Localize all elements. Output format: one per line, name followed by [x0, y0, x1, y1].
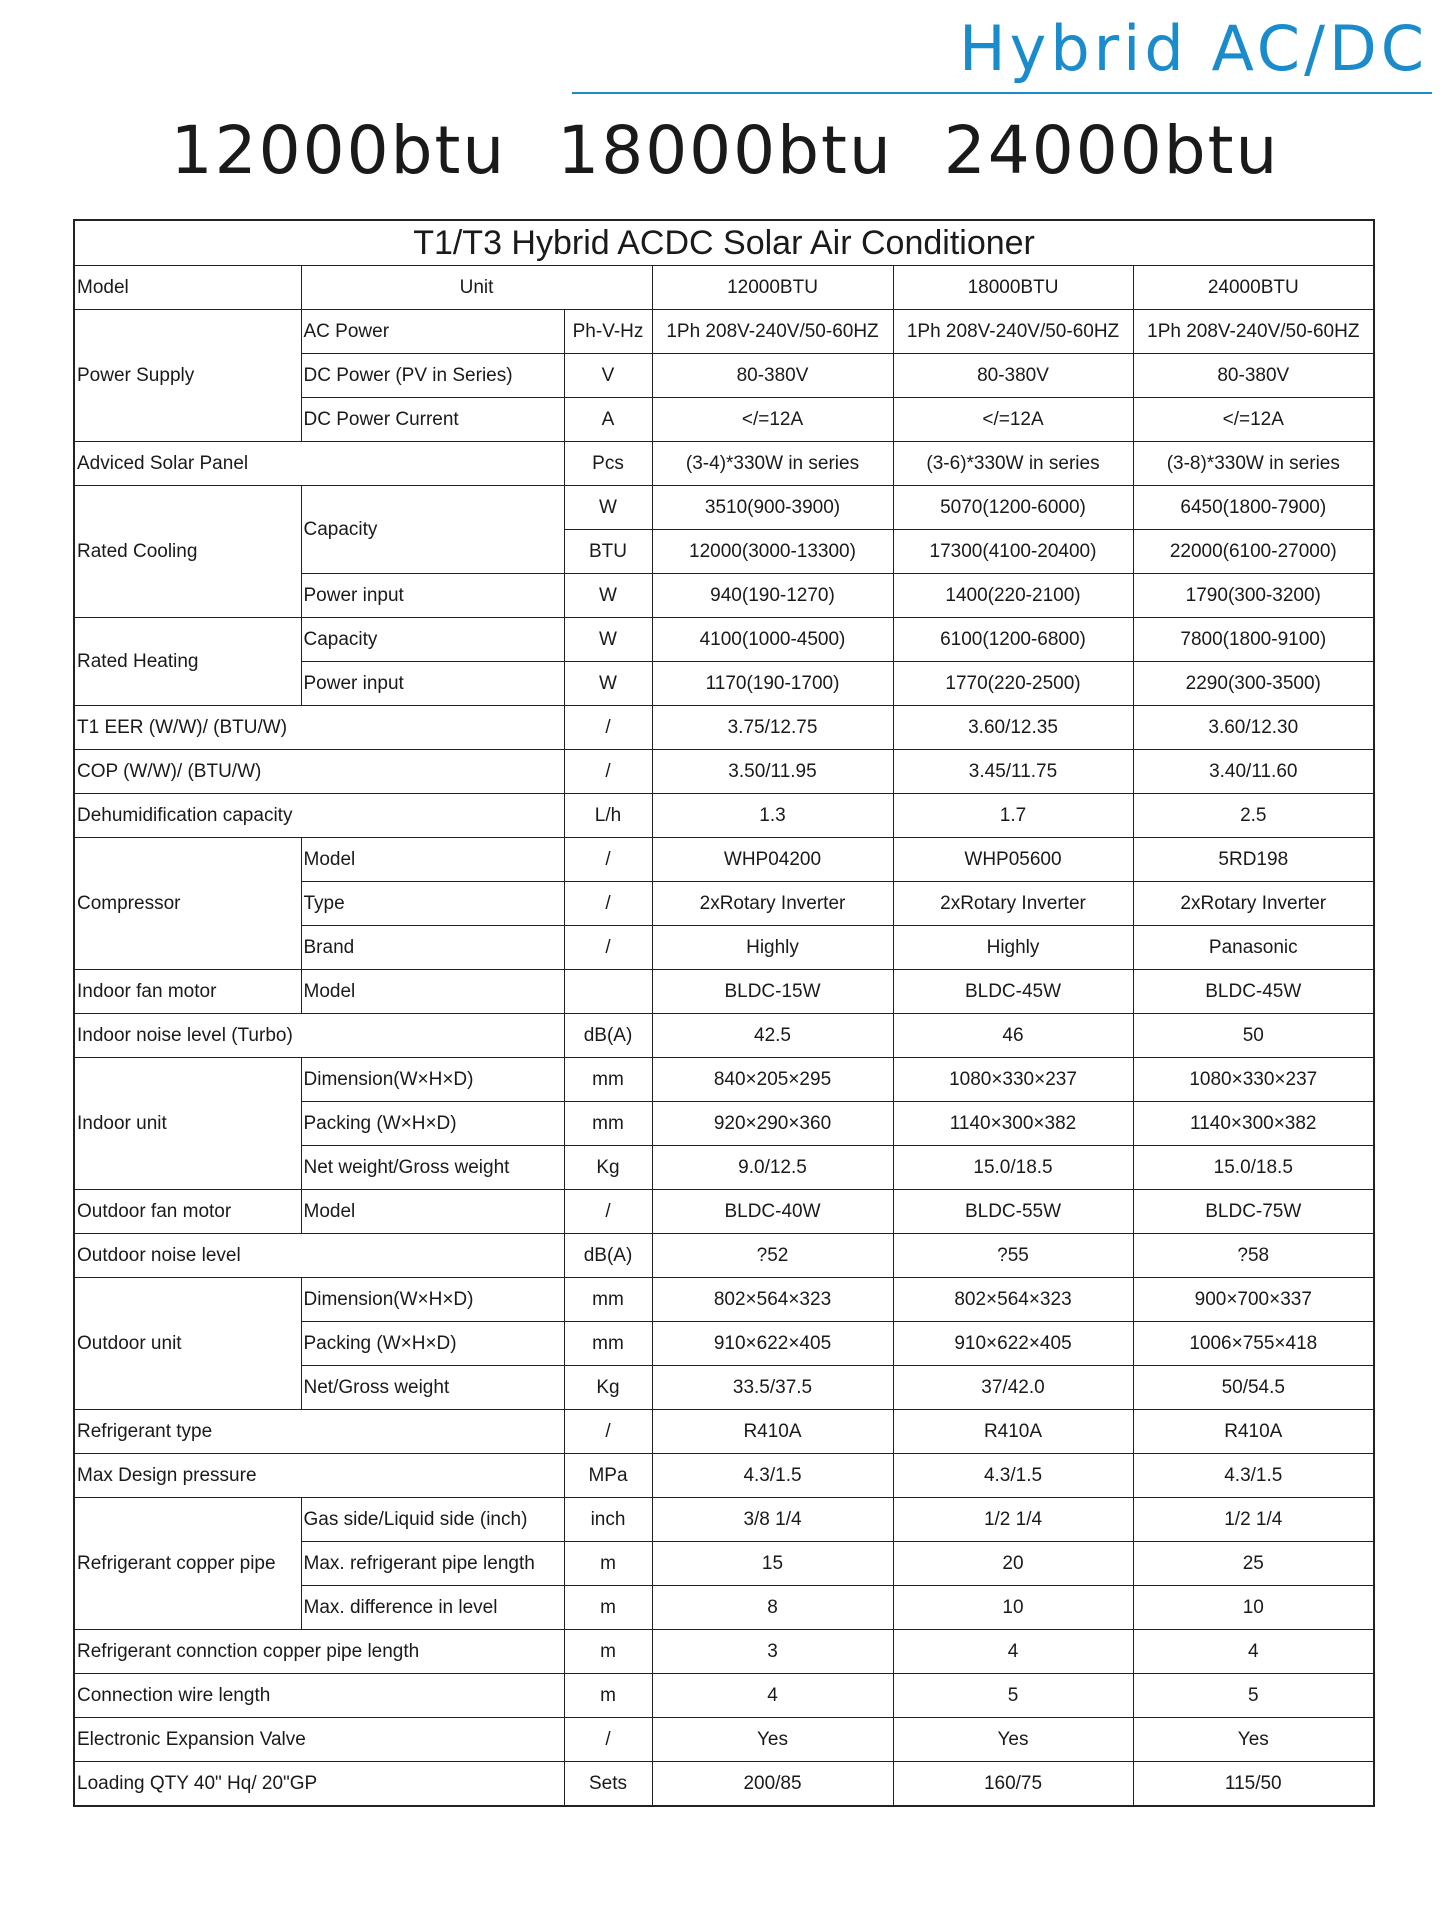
sub-label: Net/Gross weight — [301, 1366, 564, 1410]
unit-cell: / — [564, 1410, 652, 1454]
value-cell: 4 — [652, 1674, 893, 1718]
value-cell: 8 — [652, 1586, 893, 1630]
value-cell: ?52 — [652, 1234, 893, 1278]
row-label: Loading QTY 40" Hq/ 20"GP — [74, 1762, 564, 1807]
row-label: Refrigerant type — [74, 1410, 564, 1454]
table-row — [74, 618, 1374, 662]
unit-cell: mm — [564, 1102, 652, 1146]
unit-cell — [564, 970, 652, 1014]
unit-cell: BTU — [564, 530, 652, 574]
value-cell: 15.0/18.5 — [893, 1146, 1133, 1190]
unit-cell: m — [564, 1630, 652, 1674]
table-row — [74, 1762, 1374, 1807]
value-cell: Yes — [652, 1718, 893, 1762]
value-cell: BLDC-40W — [652, 1190, 893, 1234]
value-cell: ?58 — [1133, 1234, 1374, 1278]
unit-cell: W — [564, 618, 652, 662]
value-cell: 4.3/1.5 — [893, 1454, 1133, 1498]
unit-cell: W — [564, 662, 652, 706]
value-cell: 80-380V — [893, 354, 1133, 398]
value-cell: 1400(220-2100) — [893, 574, 1133, 618]
value-cell: 2xRotary Inverter — [893, 882, 1133, 926]
group-label: Outdoor unit — [74, 1278, 301, 1410]
table-row — [74, 1718, 1374, 1762]
value-cell: 4 — [1133, 1630, 1374, 1674]
unit-cell: Kg — [564, 1366, 652, 1410]
sub-label: Model — [301, 1190, 564, 1234]
group-label: Power Supply — [74, 310, 301, 442]
value-cell: 160/75 — [893, 1762, 1133, 1807]
table-row — [74, 442, 1374, 486]
group-label: Rated Cooling — [74, 486, 301, 618]
value-cell: </=12A — [1133, 398, 1374, 442]
value-cell: 2.5 — [1133, 794, 1374, 838]
table-row — [74, 1278, 1374, 1322]
group-label: Outdoor fan motor — [74, 1190, 301, 1234]
unit-cell: / — [564, 706, 652, 750]
sub-label: Model — [301, 970, 564, 1014]
sub-label: Gas side/Liquid side (inch) — [301, 1498, 564, 1542]
header-model-18000: 18000BTU — [893, 266, 1133, 310]
header-unit: Unit — [301, 266, 652, 310]
table-row — [74, 1498, 1374, 1542]
value-cell: 3.75/12.75 — [652, 706, 893, 750]
unit-cell: / — [564, 1190, 652, 1234]
sub-label: Type — [301, 882, 564, 926]
header-model-24000: 24000BTU — [1133, 266, 1374, 310]
sub-label: Net weight/Gross weight — [301, 1146, 564, 1190]
value-cell: 50/54.5 — [1133, 1366, 1374, 1410]
sub-label: Brand — [301, 926, 564, 970]
capacity-headline: 12000btu 18000btu 24000btu — [170, 112, 1280, 189]
unit-cell: inch — [564, 1498, 652, 1542]
table-row — [74, 706, 1374, 750]
value-cell: R410A — [1133, 1410, 1374, 1454]
unit-cell: W — [564, 574, 652, 618]
unit-cell: Pcs — [564, 442, 652, 486]
value-cell: BLDC-45W — [893, 970, 1133, 1014]
sub-label: Dimension(W×H×D) — [301, 1278, 564, 1322]
row-label: Dehumidification capacity — [74, 794, 564, 838]
value-cell: 80-380V — [1133, 354, 1374, 398]
value-cell: 840×205×295 — [652, 1058, 893, 1102]
value-cell: 2xRotary Inverter — [1133, 882, 1374, 926]
table-row — [74, 838, 1374, 882]
value-cell: Highly — [652, 926, 893, 970]
unit-cell: m — [564, 1542, 652, 1586]
value-cell: 1.7 — [893, 794, 1133, 838]
table-title: T1/T3 Hybrid ACDC Solar Air Conditioner — [74, 220, 1374, 266]
value-cell: 3 — [652, 1630, 893, 1674]
value-cell: 4.3/1.5 — [1133, 1454, 1374, 1498]
table-row — [74, 750, 1374, 794]
table-header-row — [74, 266, 1374, 310]
value-cell: 200/85 — [652, 1762, 893, 1807]
unit-cell: mm — [564, 1322, 652, 1366]
sub-label: Packing (W×H×D) — [301, 1322, 564, 1366]
table-row — [74, 486, 1374, 530]
value-cell: 22000(6100-27000) — [1133, 530, 1374, 574]
value-cell: 5RD198 — [1133, 838, 1374, 882]
unit-cell: m — [564, 1674, 652, 1718]
unit-cell: / — [564, 926, 652, 970]
value-cell: 1140×300×382 — [893, 1102, 1133, 1146]
unit-cell: / — [564, 1718, 652, 1762]
value-cell: 802×564×323 — [652, 1278, 893, 1322]
brand-title: Hybrid AC/DC — [959, 12, 1428, 85]
unit-cell: MPa — [564, 1454, 652, 1498]
unit-cell: mm — [564, 1058, 652, 1102]
value-cell: 3/8 1/4 — [652, 1498, 893, 1542]
value-cell: 2290(300-3500) — [1133, 662, 1374, 706]
unit-cell: mm — [564, 1278, 652, 1322]
value-cell: 15 — [652, 1542, 893, 1586]
sub-label: DC Power (PV in Series) — [301, 354, 564, 398]
table-row — [74, 1058, 1374, 1102]
row-label: COP (W/W)/ (BTU/W) — [74, 750, 564, 794]
sub-label: Max. difference in level — [301, 1586, 564, 1630]
table-row — [74, 1234, 1374, 1278]
value-cell: 25 — [1133, 1542, 1374, 1586]
value-cell: 3.40/11.60 — [1133, 750, 1374, 794]
value-cell: 37/42.0 — [893, 1366, 1133, 1410]
value-cell: 6100(1200-6800) — [893, 618, 1133, 662]
value-cell: 7800(1800-9100) — [1133, 618, 1374, 662]
table-row — [74, 1410, 1374, 1454]
value-cell: Highly — [893, 926, 1133, 970]
value-cell: 33.5/37.5 — [652, 1366, 893, 1410]
value-cell: 910×622×405 — [893, 1322, 1133, 1366]
unit-cell: / — [564, 882, 652, 926]
value-cell: 900×700×337 — [1133, 1278, 1374, 1322]
value-cell: 15.0/18.5 — [1133, 1146, 1374, 1190]
table-row — [74, 1454, 1374, 1498]
value-cell: 17300(4100-20400) — [893, 530, 1133, 574]
table-row — [74, 1014, 1374, 1058]
value-cell: 1Ph 208V-240V/50-60HZ — [1133, 310, 1374, 354]
sub-label: Dimension(W×H×D) — [301, 1058, 564, 1102]
sub-label: Model — [301, 838, 564, 882]
unit-cell: / — [564, 750, 652, 794]
value-cell: 1790(300-3200) — [1133, 574, 1374, 618]
brand-underline — [572, 92, 1432, 94]
value-cell: 115/50 — [1133, 1762, 1374, 1807]
unit-cell: L/h — [564, 794, 652, 838]
row-label: Outdoor noise level — [74, 1234, 564, 1278]
value-cell: 802×564×323 — [893, 1278, 1133, 1322]
table-row — [74, 970, 1374, 1014]
group-label: Compressor — [74, 838, 301, 970]
sub-label: Power input — [301, 662, 564, 706]
value-cell: ?55 — [893, 1234, 1133, 1278]
value-cell: (3-6)*330W in series — [893, 442, 1133, 486]
group-label: Indoor fan motor — [74, 970, 301, 1014]
row-label: Connection wire length — [74, 1674, 564, 1718]
value-cell: 4 — [893, 1630, 1133, 1674]
table-row — [74, 310, 1374, 354]
unit-cell: Ph-V-Hz — [564, 310, 652, 354]
value-cell: 80-380V — [652, 354, 893, 398]
unit-cell: Sets — [564, 1762, 652, 1807]
value-cell: 1Ph 208V-240V/50-60HZ — [893, 310, 1133, 354]
row-label: Electronic Expansion Valve — [74, 1718, 564, 1762]
value-cell: 920×290×360 — [652, 1102, 893, 1146]
value-cell: 3510(900-3900) — [652, 486, 893, 530]
sub-label: Capacity — [301, 486, 564, 574]
unit-cell: Kg — [564, 1146, 652, 1190]
table-title-row — [74, 220, 1374, 266]
sub-label: AC Power — [301, 310, 564, 354]
value-cell: 50 — [1133, 1014, 1374, 1058]
value-cell: 4.3/1.5 — [652, 1454, 893, 1498]
value-cell: 46 — [893, 1014, 1133, 1058]
table-row — [74, 1630, 1374, 1674]
value-cell: 1080×330×237 — [1133, 1058, 1374, 1102]
value-cell: 20 — [893, 1542, 1133, 1586]
value-cell: 1/2 1/4 — [1133, 1498, 1374, 1542]
value-cell: 1170(190-1700) — [652, 662, 893, 706]
value-cell: BLDC-55W — [893, 1190, 1133, 1234]
table-row — [74, 1674, 1374, 1718]
value-cell: BLDC-75W — [1133, 1190, 1374, 1234]
value-cell: 1080×330×237 — [893, 1058, 1133, 1102]
value-cell: WHP04200 — [652, 838, 893, 882]
unit-cell: W — [564, 486, 652, 530]
sub-label: Max. refrigerant pipe length — [301, 1542, 564, 1586]
value-cell: R410A — [652, 1410, 893, 1454]
sub-label: Packing (W×H×D) — [301, 1102, 564, 1146]
value-cell: 10 — [893, 1586, 1133, 1630]
value-cell: R410A — [893, 1410, 1133, 1454]
header-model: Model — [74, 266, 301, 310]
row-label: Adviced Solar Panel — [74, 442, 564, 486]
sub-label: DC Power Current — [301, 398, 564, 442]
value-cell: 5 — [1133, 1674, 1374, 1718]
value-cell: Panasonic — [1133, 926, 1374, 970]
value-cell: 1/2 1/4 — [893, 1498, 1133, 1542]
unit-cell: / — [564, 838, 652, 882]
group-label: Refrigerant copper pipe — [74, 1498, 301, 1630]
value-cell: (3-8)*330W in series — [1133, 442, 1374, 486]
value-cell: 3.60/12.35 — [893, 706, 1133, 750]
sub-label: Capacity — [301, 618, 564, 662]
table-row — [74, 794, 1374, 838]
value-cell: 42.5 — [652, 1014, 893, 1058]
value-cell: (3-4)*330W in series — [652, 442, 893, 486]
value-cell: 3.50/11.95 — [652, 750, 893, 794]
value-cell: WHP05600 — [893, 838, 1133, 882]
unit-cell: V — [564, 354, 652, 398]
table-row — [74, 1190, 1374, 1234]
row-label: T1 EER (W/W)/ (BTU/W) — [74, 706, 564, 750]
unit-cell: dB(A) — [564, 1014, 652, 1058]
value-cell: 2xRotary Inverter — [652, 882, 893, 926]
group-label: Rated Heating — [74, 618, 301, 706]
sub-label: Power input — [301, 574, 564, 618]
value-cell: 9.0/12.5 — [652, 1146, 893, 1190]
header-model-12000: 12000BTU — [652, 266, 893, 310]
spec-table — [73, 219, 1375, 1807]
row-label: Refrigerant connction copper pipe length — [74, 1630, 564, 1674]
value-cell: 3.60/12.30 — [1133, 706, 1374, 750]
value-cell: Yes — [893, 1718, 1133, 1762]
value-cell: 5070(1200-6000) — [893, 486, 1133, 530]
value-cell: 10 — [1133, 1586, 1374, 1630]
group-label: Indoor unit — [74, 1058, 301, 1190]
value-cell: Yes — [1133, 1718, 1374, 1762]
value-cell: 1770(220-2500) — [893, 662, 1133, 706]
unit-cell: dB(A) — [564, 1234, 652, 1278]
value-cell: 12000(3000-13300) — [652, 530, 893, 574]
row-label: Indoor noise level (Turbo) — [74, 1014, 564, 1058]
row-label: Max Design pressure — [74, 1454, 564, 1498]
value-cell: 6450(1800-7900) — [1133, 486, 1374, 530]
value-cell: BLDC-15W — [652, 970, 893, 1014]
value-cell: 5 — [893, 1674, 1133, 1718]
value-cell: 4100(1000-4500) — [652, 618, 893, 662]
value-cell: BLDC-45W — [1133, 970, 1374, 1014]
unit-cell: m — [564, 1586, 652, 1630]
value-cell: 1.3 — [652, 794, 893, 838]
value-cell: 1140×300×382 — [1133, 1102, 1374, 1146]
value-cell: </=12A — [652, 398, 893, 442]
value-cell: 1Ph 208V-240V/50-60HZ — [652, 310, 893, 354]
value-cell: 910×622×405 — [652, 1322, 893, 1366]
unit-cell: A — [564, 398, 652, 442]
value-cell: 1006×755×418 — [1133, 1322, 1374, 1366]
value-cell: </=12A — [893, 398, 1133, 442]
value-cell: 3.45/11.75 — [893, 750, 1133, 794]
value-cell: 940(190-1270) — [652, 574, 893, 618]
